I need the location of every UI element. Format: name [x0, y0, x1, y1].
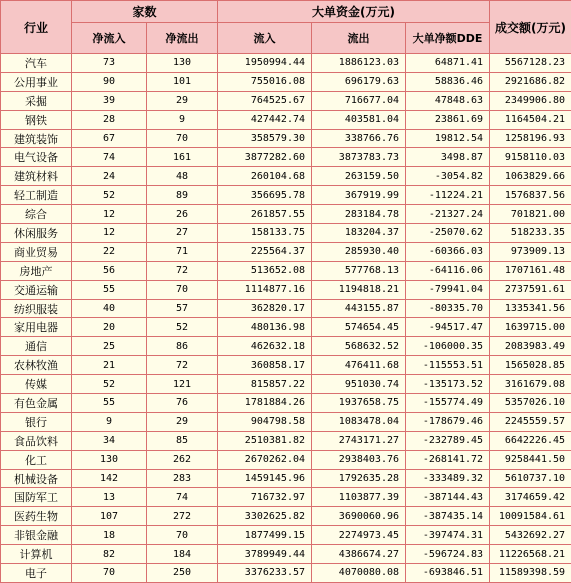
turnover-cell: 6642226.45 [490, 431, 571, 450]
turnover-cell: 5432692.27 [490, 526, 571, 545]
outflow-cell: 476411.68 [312, 356, 406, 375]
net-inflow-count-cell: 52 [72, 375, 147, 394]
inflow-cell: 1877499.15 [218, 526, 312, 545]
industry-cell: 农林牧渔 [1, 356, 72, 375]
turnover-cell: 11226568.21 [490, 545, 571, 564]
industry-cell: 计算机 [1, 545, 72, 564]
table-row [1, 110, 571, 129]
industry-cell: 非银金融 [1, 526, 72, 545]
table-row [1, 318, 571, 337]
inflow-cell: 3877282.60 [218, 148, 312, 167]
table-row [1, 431, 571, 450]
header-net-outflow-count: 净流出 [147, 23, 218, 54]
table-row [1, 72, 571, 91]
outflow-cell: 1937658.75 [312, 394, 406, 413]
net-inflow-count-cell: 56 [72, 261, 147, 280]
header-turnover: 成交额(万元) [490, 1, 571, 54]
net-dde-cell: 23861.69 [406, 110, 490, 129]
net-dde-cell: -135173.52 [406, 375, 490, 394]
table-row [1, 450, 571, 469]
inflow-cell: 356695.78 [218, 186, 312, 205]
net-outflow-count-cell: 70 [147, 129, 218, 148]
outflow-cell: 367919.99 [312, 186, 406, 205]
table-row [1, 564, 571, 583]
net-outflow-count-cell: 57 [147, 299, 218, 318]
net-outflow-count-cell: 262 [147, 450, 218, 469]
net-outflow-count-cell: 72 [147, 356, 218, 375]
net-dde-cell: -79941.04 [406, 280, 490, 299]
net-inflow-count-cell: 40 [72, 299, 147, 318]
turnover-cell: 1565028.85 [490, 356, 571, 375]
outflow-cell: 574654.45 [312, 318, 406, 337]
net-inflow-count-cell: 90 [72, 72, 147, 91]
net-dde-cell: -232789.45 [406, 431, 490, 450]
turnover-cell: 1639715.00 [490, 318, 571, 337]
table-row [1, 469, 571, 488]
inflow-cell: 1950994.44 [218, 54, 312, 73]
net-dde-cell: -21327.24 [406, 205, 490, 224]
industry-cell: 建筑装饰 [1, 129, 72, 148]
inflow-cell: 1459145.96 [218, 469, 312, 488]
net-dde-cell: -693846.51 [406, 564, 490, 583]
net-outflow-count-cell: 48 [147, 167, 218, 186]
net-dde-cell: 19812.54 [406, 129, 490, 148]
table-row [1, 488, 571, 507]
industry-cell: 商业贸易 [1, 242, 72, 261]
net-inflow-count-cell: 20 [72, 318, 147, 337]
turnover-cell: 3174659.42 [490, 488, 571, 507]
outflow-cell: 263159.50 [312, 167, 406, 186]
inflow-cell: 764525.67 [218, 91, 312, 110]
industry-cell: 建筑材料 [1, 167, 72, 186]
net-outflow-count-cell: 76 [147, 394, 218, 413]
inflow-cell: 904798.58 [218, 412, 312, 431]
outflow-cell: 716677.04 [312, 91, 406, 110]
net-dde-cell: -155774.49 [406, 394, 490, 413]
header-outflow: 流出 [312, 23, 406, 54]
industry-cell: 综合 [1, 205, 72, 224]
industry-cell: 汽车 [1, 54, 72, 73]
net-inflow-count-cell: 52 [72, 186, 147, 205]
net-inflow-count-cell: 55 [72, 280, 147, 299]
table-row [1, 375, 571, 394]
net-dde-cell: 47848.63 [406, 91, 490, 110]
header-net-inflow-count: 净流入 [72, 23, 147, 54]
net-inflow-count-cell: 25 [72, 337, 147, 356]
net-outflow-count-cell: 72 [147, 261, 218, 280]
net-inflow-count-cell: 21 [72, 356, 147, 375]
table-row [1, 356, 571, 375]
outflow-cell: 2743171.27 [312, 431, 406, 450]
table-row [1, 242, 571, 261]
industry-cell: 休闲服务 [1, 224, 72, 243]
table-row [1, 205, 571, 224]
net-inflow-count-cell: 22 [72, 242, 147, 261]
net-outflow-count-cell: 9 [147, 110, 218, 129]
table-row [1, 167, 571, 186]
industry-cell: 传媒 [1, 375, 72, 394]
outflow-cell: 1083478.04 [312, 412, 406, 431]
net-inflow-count-cell: 55 [72, 394, 147, 413]
net-dde-cell: -3054.82 [406, 167, 490, 186]
net-inflow-count-cell: 39 [72, 91, 147, 110]
net-inflow-count-cell: 34 [72, 431, 147, 450]
net-dde-cell: -25070.62 [406, 224, 490, 243]
net-outflow-count-cell: 70 [147, 280, 218, 299]
table-row [1, 299, 571, 318]
table-row [1, 224, 571, 243]
net-dde-cell: -387144.43 [406, 488, 490, 507]
inflow-cell: 158133.75 [218, 224, 312, 243]
turnover-cell: 9258441.50 [490, 450, 571, 469]
turnover-cell: 10091584.61 [490, 507, 571, 526]
net-dde-cell: -115553.51 [406, 356, 490, 375]
net-inflow-count-cell: 12 [72, 205, 147, 224]
net-inflow-count-cell: 107 [72, 507, 147, 526]
table-row [1, 280, 571, 299]
outflow-cell: 1194818.21 [312, 280, 406, 299]
inflow-cell: 2510381.82 [218, 431, 312, 450]
net-dde-cell: 3498.87 [406, 148, 490, 167]
outflow-cell: 696179.63 [312, 72, 406, 91]
inflow-cell: 1781884.26 [218, 394, 312, 413]
table-row [1, 91, 571, 110]
net-outflow-count-cell: 161 [147, 148, 218, 167]
inflow-cell: 3376233.57 [218, 564, 312, 583]
industry-cell: 医药生物 [1, 507, 72, 526]
net-outflow-count-cell: 250 [147, 564, 218, 583]
outflow-cell: 4070080.08 [312, 564, 406, 583]
net-inflow-count-cell: 142 [72, 469, 147, 488]
outflow-cell: 285930.40 [312, 242, 406, 261]
inflow-cell: 716732.97 [218, 488, 312, 507]
net-outflow-count-cell: 86 [147, 337, 218, 356]
inflow-cell: 480136.98 [218, 318, 312, 337]
turnover-cell: 1335341.56 [490, 299, 571, 318]
inflow-cell: 261857.55 [218, 205, 312, 224]
turnover-cell: 701821.00 [490, 205, 571, 224]
net-outflow-count-cell: 130 [147, 54, 218, 73]
turnover-cell: 1576837.56 [490, 186, 571, 205]
header-big-order: 大单资金(万元) [218, 1, 490, 23]
net-inflow-count-cell: 9 [72, 412, 147, 431]
header-family-count: 家数 [72, 1, 218, 23]
outflow-cell: 443155.87 [312, 299, 406, 318]
inflow-cell: 260104.68 [218, 167, 312, 186]
turnover-cell: 5567128.23 [490, 54, 571, 73]
net-outflow-count-cell: 29 [147, 91, 218, 110]
inflow-cell: 225564.37 [218, 242, 312, 261]
net-inflow-count-cell: 28 [72, 110, 147, 129]
net-inflow-count-cell: 82 [72, 545, 147, 564]
net-dde-cell: 58836.46 [406, 72, 490, 91]
net-dde-cell: -268141.72 [406, 450, 490, 469]
industry-cell: 公用事业 [1, 72, 72, 91]
outflow-cell: 577768.13 [312, 261, 406, 280]
net-inflow-count-cell: 12 [72, 224, 147, 243]
inflow-cell: 3302625.82 [218, 507, 312, 526]
turnover-cell: 2921686.82 [490, 72, 571, 91]
outflow-cell: 1886123.03 [312, 54, 406, 73]
outflow-cell: 338766.76 [312, 129, 406, 148]
industry-cell: 纺织服装 [1, 299, 72, 318]
turnover-cell: 11589398.59 [490, 564, 571, 583]
inflow-cell: 3789949.44 [218, 545, 312, 564]
turnover-cell: 1707161.48 [490, 261, 571, 280]
net-dde-cell: -94517.47 [406, 318, 490, 337]
industry-cell: 轻工制造 [1, 186, 72, 205]
turnover-cell: 2737591.61 [490, 280, 571, 299]
table-row [1, 54, 571, 73]
table-row [1, 148, 571, 167]
turnover-cell: 1063829.66 [490, 167, 571, 186]
industry-cell: 钢铁 [1, 110, 72, 129]
inflow-cell: 427442.74 [218, 110, 312, 129]
industry-cell: 食品饮料 [1, 431, 72, 450]
table-row [1, 545, 571, 564]
net-outflow-count-cell: 52 [147, 318, 218, 337]
industry-cell: 交通运输 [1, 280, 72, 299]
outflow-cell: 1103877.39 [312, 488, 406, 507]
net-outflow-count-cell: 70 [147, 526, 218, 545]
industry-cell: 电气设备 [1, 148, 72, 167]
net-outflow-count-cell: 29 [147, 412, 218, 431]
table-row [1, 261, 571, 280]
inflow-cell: 815857.22 [218, 375, 312, 394]
industry-cell: 电子 [1, 564, 72, 583]
outflow-cell: 403581.04 [312, 110, 406, 129]
outflow-cell: 2938403.76 [312, 450, 406, 469]
net-inflow-count-cell: 130 [72, 450, 147, 469]
turnover-cell: 3161679.08 [490, 375, 571, 394]
table-body [1, 54, 571, 583]
net-dde-cell: -106000.35 [406, 337, 490, 356]
table-row [1, 394, 571, 413]
inflow-cell: 1114877.16 [218, 280, 312, 299]
turnover-cell: 2083983.49 [490, 337, 571, 356]
turnover-cell: 1258196.93 [490, 129, 571, 148]
industry-cell: 房地产 [1, 261, 72, 280]
table-row [1, 507, 571, 526]
net-outflow-count-cell: 272 [147, 507, 218, 526]
net-outflow-count-cell: 121 [147, 375, 218, 394]
outflow-cell: 3873783.73 [312, 148, 406, 167]
outflow-cell: 568632.52 [312, 337, 406, 356]
net-dde-cell: -333489.32 [406, 469, 490, 488]
turnover-cell: 5357026.10 [490, 394, 571, 413]
outflow-cell: 3690060.96 [312, 507, 406, 526]
net-dde-cell: -80335.70 [406, 299, 490, 318]
industry-cell: 机械设备 [1, 469, 72, 488]
header-industry: 行业 [1, 1, 72, 54]
turnover-cell: 9158110.03 [490, 148, 571, 167]
turnover-cell: 973909.13 [490, 242, 571, 261]
inflow-cell: 362820.17 [218, 299, 312, 318]
net-inflow-count-cell: 18 [72, 526, 147, 545]
net-dde-cell: 64871.41 [406, 54, 490, 73]
net-inflow-count-cell: 74 [72, 148, 147, 167]
outflow-cell: 1792635.28 [312, 469, 406, 488]
industry-cell: 家用电器 [1, 318, 72, 337]
outflow-cell: 4386674.27 [312, 545, 406, 564]
net-outflow-count-cell: 74 [147, 488, 218, 507]
inflow-cell: 513652.08 [218, 261, 312, 280]
net-dde-cell: -397474.31 [406, 526, 490, 545]
inflow-cell: 462632.18 [218, 337, 312, 356]
table-row [1, 412, 571, 431]
net-inflow-count-cell: 13 [72, 488, 147, 507]
net-outflow-count-cell: 89 [147, 186, 218, 205]
net-dde-cell: -178679.46 [406, 412, 490, 431]
net-dde-cell: -11224.21 [406, 186, 490, 205]
net-outflow-count-cell: 283 [147, 469, 218, 488]
net-outflow-count-cell: 184 [147, 545, 218, 564]
header-inflow: 流入 [218, 23, 312, 54]
table-row [1, 129, 571, 148]
net-inflow-count-cell: 67 [72, 129, 147, 148]
inflow-cell: 360858.17 [218, 356, 312, 375]
inflow-cell: 358579.30 [218, 129, 312, 148]
net-dde-cell: -387435.14 [406, 507, 490, 526]
net-inflow-count-cell: 24 [72, 167, 147, 186]
inflow-cell: 755016.08 [218, 72, 312, 91]
outflow-cell: 951030.74 [312, 375, 406, 394]
table-row [1, 186, 571, 205]
net-outflow-count-cell: 27 [147, 224, 218, 243]
net-outflow-count-cell: 101 [147, 72, 218, 91]
outflow-cell: 2274973.45 [312, 526, 406, 545]
industry-cell: 通信 [1, 337, 72, 356]
net-dde-cell: -596724.83 [406, 545, 490, 564]
industry-cell: 有色金属 [1, 394, 72, 413]
inflow-cell: 2670262.04 [218, 450, 312, 469]
table-row [1, 526, 571, 545]
net-dde-cell: -64116.06 [406, 261, 490, 280]
net-inflow-count-cell: 73 [72, 54, 147, 73]
outflow-cell: 283184.78 [312, 205, 406, 224]
turnover-cell: 1164504.21 [490, 110, 571, 129]
net-inflow-count-cell: 70 [72, 564, 147, 583]
net-outflow-count-cell: 26 [147, 205, 218, 224]
turnover-cell: 2349906.80 [490, 91, 571, 110]
net-outflow-count-cell: 85 [147, 431, 218, 450]
turnover-cell: 2245559.57 [490, 412, 571, 431]
industry-cell: 银行 [1, 412, 72, 431]
net-outflow-count-cell: 71 [147, 242, 218, 261]
turnover-cell: 518233.35 [490, 224, 571, 243]
net-dde-cell: -60366.03 [406, 242, 490, 261]
industry-cell: 国防军工 [1, 488, 72, 507]
table-row [1, 337, 571, 356]
header-net-dde: 大单净额DDE [406, 23, 490, 54]
outflow-cell: 183204.37 [312, 224, 406, 243]
turnover-cell: 5610737.10 [490, 469, 571, 488]
industry-cell: 采掘 [1, 91, 72, 110]
industry-cell: 化工 [1, 450, 72, 469]
